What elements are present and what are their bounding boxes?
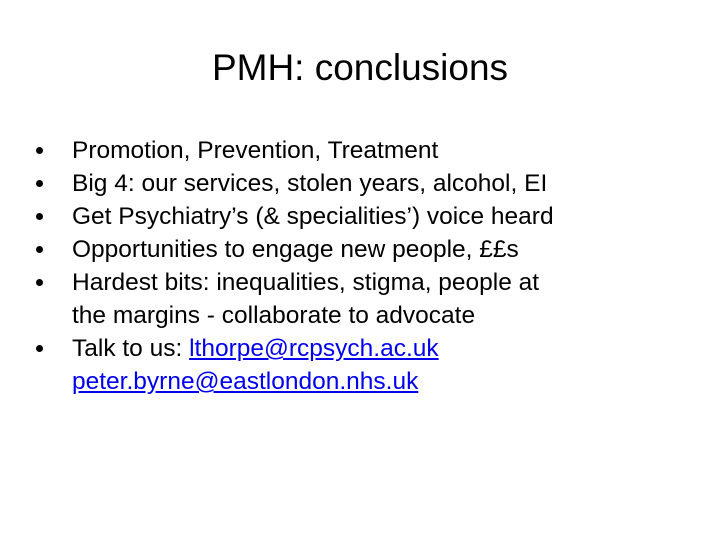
bullet-icon [36,180,43,187]
bullet-text: Opportunities to engage new people, ££s [72,236,519,263]
bullet-text-line: Hardest bits: inequalities, stigma, people at [72,269,540,296]
bullet-list [36,134,676,398]
bullet-item [36,167,676,200]
bullet-item [36,200,676,233]
bullet-item [36,134,676,167]
bullet-icon [36,213,43,220]
bullet-icon [36,279,43,286]
bullet-text-line: the margins - collaborate to advocate [72,302,476,329]
contact-prefix: Talk to us: [72,335,190,362]
bullet-item [36,332,676,398]
slide-title: PMH: conclusions [211,47,509,88]
bullet-text: Promotion, Prevention, Treatment [72,137,439,164]
bullet-text: Get Psychiatry’s (& specialities’) voice heard [72,203,554,230]
email-link-lthorpe[interactable]: lthorpe@rcpsych.ac.uk [189,335,439,362]
bullet-icon [36,147,43,154]
email-link-peter-byrne[interactable]: peter.byrne@eastlondon.nhs.uk [72,368,419,395]
bullet-item [36,266,676,332]
bullet-icon [36,246,43,253]
bullet-item [36,233,676,266]
bullet-text: Big 4: our services, stolen years, alcohol, EI [72,170,548,197]
bullet-icon [36,345,43,352]
